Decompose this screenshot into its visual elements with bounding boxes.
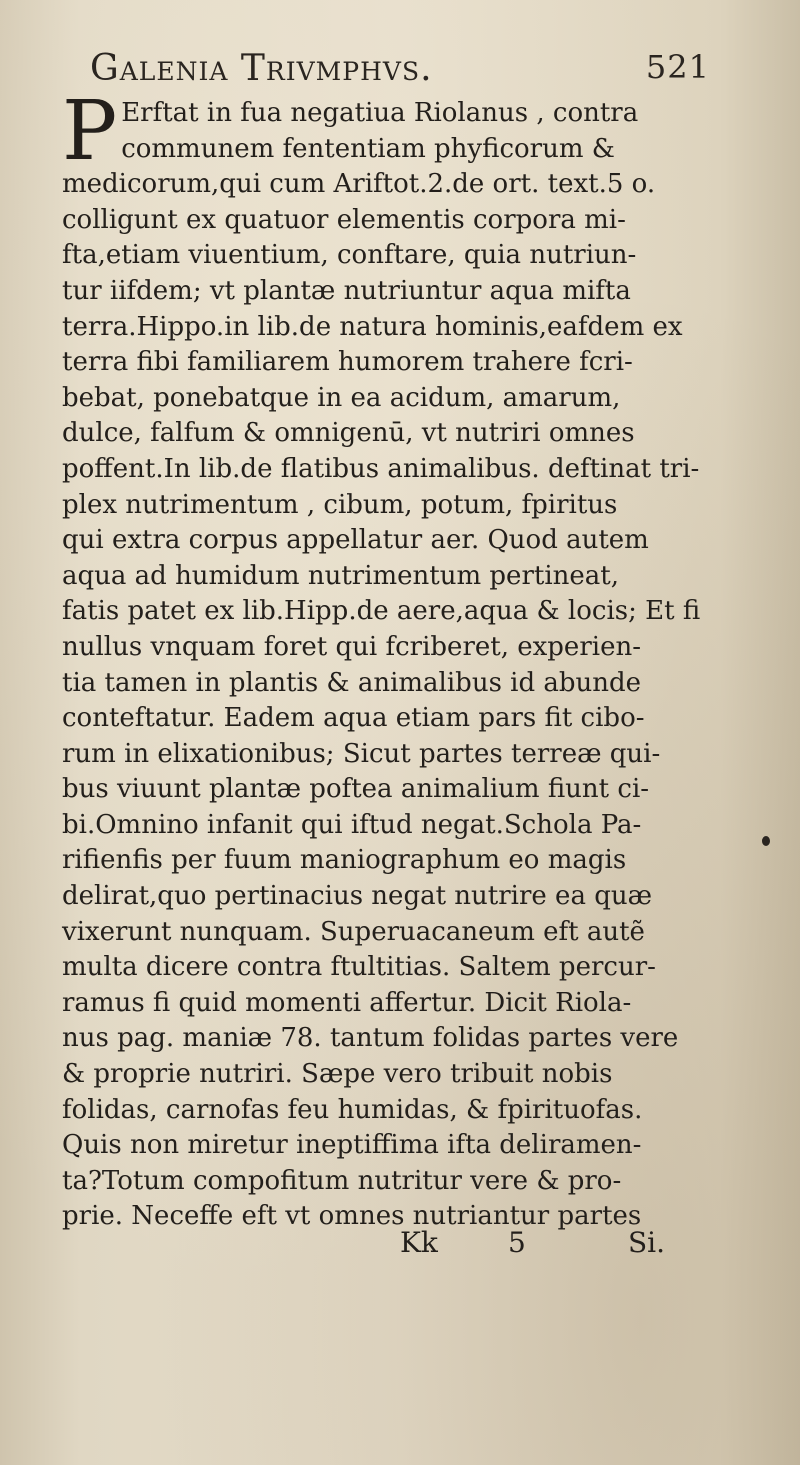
text-line: Quis non miretur ineptiffima ifta deliramen- [62, 1130, 642, 1161]
text-line: nus pag. maniæ 78. tantum folidas partes vere [62, 1023, 679, 1054]
ink-speck [762, 836, 770, 846]
text-line: medicorum,qui cum Ariftot.2.de ort. text.5 o. [62, 169, 656, 200]
text-line: dulce, falfum & omnigenū, vt nutriri omnes [62, 418, 635, 449]
text-line: qui extra corpus appellatur aer. Quod autem [62, 525, 649, 556]
text-line: & proprie nutriri. Sæpe vero tribuit nobis [62, 1059, 613, 1090]
text-line: bi.Omnino infanit qui iftud negat.Schola Pa- [62, 809, 642, 840]
text-line: tia tamen in plantis & animalibus id abunde [62, 667, 642, 698]
text-line: rum in elixationibus; Sicut partes terreæ qui- [62, 738, 661, 769]
text-line: colligunt ex quatuor elementis corpora mi- [62, 204, 626, 235]
text-line: fatis patet ex lib.Hipp.de aere,aqua & locis; Et fi [62, 596, 701, 627]
text-line: rifienfis per fuum maniographum eo magis [62, 845, 627, 876]
signature-mark: Kk [400, 1226, 438, 1259]
page-footer [400, 1226, 780, 1266]
text-line: communem fententiam phyficorum & [121, 133, 615, 164]
text-line: bus viuunt plantæ poftea animalium fiunt ci- [62, 774, 650, 805]
text-line: conteftatur. Eadem aqua etiam pars fit cibo- [62, 703, 645, 734]
text-line: prie. Neceffe eft vt omnes nutriantur partes [62, 1201, 642, 1232]
text-line: nullus vnquam foret qui fcriberet, experien- [62, 631, 641, 662]
body-text [62, 84, 762, 1235]
text-line: bebat, ponebatque in ea acidum, amarum, [62, 382, 621, 413]
page-header [90, 38, 710, 88]
text-line: plex nutrimentum , cibum, potum, fpiritus [62, 489, 618, 520]
running-title: Galenia Trivmphvs. [90, 48, 433, 89]
text-line: vixerunt nunquam. Superuacaneum eft autẽ [62, 916, 645, 947]
page-number: 521 [645, 48, 710, 86]
text-line: terra.Hippo.in lib.de natura hominis,eafdem ex [62, 311, 683, 342]
text-line-content: Erftat in fua negatiua Riolanus , contra [121, 98, 639, 128]
text-line: fta,etiam viuentium, conftare, quia nutriun- [62, 240, 637, 271]
text-line: multa dicere contra ftultitias. Saltem percur- [62, 952, 656, 983]
catchword: Si. [628, 1226, 666, 1259]
text-line: aqua ad humidum nutrimentum pertineat, [62, 560, 619, 591]
text-line: ta?Totum compofitum nutritur vere & pro- [62, 1165, 622, 1196]
text-line: tur iifdem; vt plantæ nutriuntur aqua mifta [62, 275, 631, 306]
text-line: delirat,quo pertinacius negat nutrire ea quæ [62, 881, 653, 912]
text-line: folidas, carnofas feu humidas, & fpirituofas. [62, 1094, 643, 1125]
drop-cap: P [62, 84, 118, 179]
text-line: terra fibi familiarem humorem trahere fcri- [62, 347, 633, 378]
text-line: ramus fi quid momenti affertur. Dicit Riola- [62, 987, 632, 1018]
text-line: poffent.In lib.de flatibus animalibus. deftinat tri- [62, 453, 700, 484]
signature-number: 5 [508, 1226, 526, 1259]
